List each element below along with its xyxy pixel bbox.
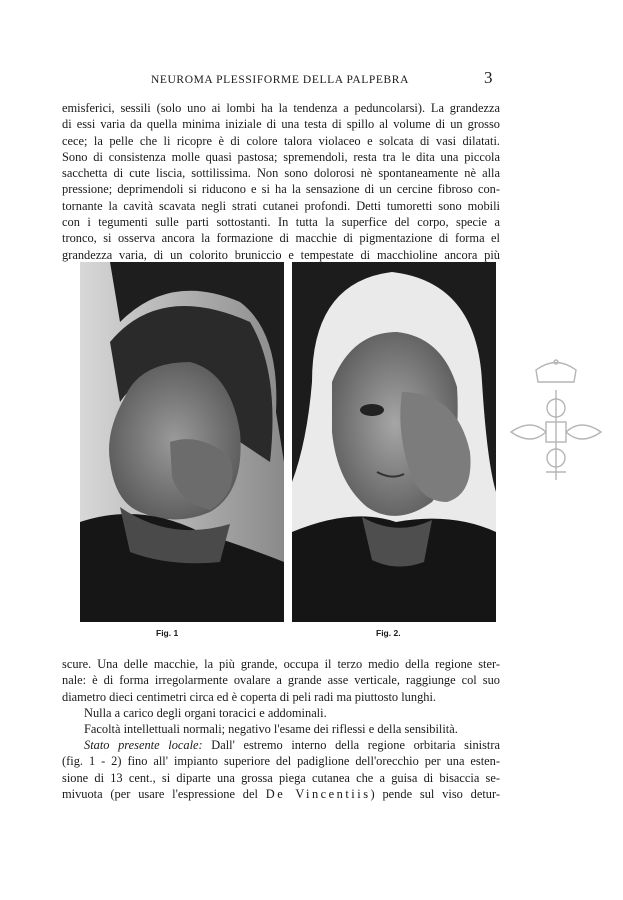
text-line	[62, 786, 500, 802]
text-fragment: mivuota (per usare l'espressione del	[62, 786, 266, 801]
page-number: 3	[484, 68, 493, 87]
text-line: sacchetta di cute liscia, sottilissima. Non sono dolorosi nè spontaneamente nè alla	[62, 166, 500, 181]
bottom-paragraph-1	[62, 656, 500, 705]
text-line: di essi varia da quella minima iniziale di una testa di spillo al volume di un grosso	[62, 117, 500, 132]
text-line: tronco, si osserva ancora la formazione di macchie di pigmentazione di forma el	[62, 231, 500, 246]
figure-2-caption: Fig. 2.	[376, 628, 401, 638]
text-line: cece; la pelle che li ricopre è di colore talora violaceo e solcata di vasi dilatati.	[62, 133, 500, 148]
text-fragment: Dall' estremo interno della regione orbitaria sinistra	[202, 738, 500, 752]
text-line	[62, 737, 500, 753]
text-line: emisferici, sessili (solo uno ai lombi ha la tendenza a peduncolarsi). La grandezza	[62, 101, 500, 115]
text-line: Nulla a carico degli organi toracici e addominali.	[84, 706, 327, 720]
text-line: (fig. 1 - 2) fino all' impianto superiore del padiglione dell'orecchio per una esten-	[62, 754, 500, 769]
bottom-paragraph-3	[62, 721, 500, 737]
text-line: pressione; deprimendoli si riducono e si ha la sensazione di un cercine fibroso con-	[62, 182, 500, 197]
top-paragraph	[62, 100, 500, 263]
running-head: NEUROMA PLESSIFORME DELLA PALPEBRA	[150, 74, 409, 86]
text-line: tornante la cavità scavata negli strati cutanei profondi. Detti tumoretti sono mobili	[62, 198, 500, 213]
text-line: sione di 13 cent., si diparte una grossa piega cutanea che a guisa di bisaccia se-	[62, 770, 500, 785]
text-line: diametro dieci centimetri circa ed è coperta di peli radi ma piuttosto lunghi.	[62, 689, 436, 704]
text-line: grandezza varia, di un colorito bruniccio e tempestate di macchioline ancora più	[62, 247, 500, 262]
figure-1-caption: Fig. 1	[156, 628, 179, 638]
text-line: Facoltà intellettuali normali; negativo l'esame dei riflessi e della sensibilità.	[84, 722, 458, 736]
bottom-paragraph-2	[62, 705, 500, 721]
author-name: De Vincentiis	[265, 786, 371, 801]
figure-2-photo	[292, 262, 496, 622]
text-fragment: ) pende sul viso detur-	[370, 786, 500, 801]
figure-1-photo	[80, 262, 284, 622]
section-label: Stato presente locale:	[84, 738, 203, 752]
bottom-paragraph-4	[62, 737, 500, 802]
text-line: nale: è di forma irregolarmente ovalare a grande asse verticale, raggiunge col suo	[62, 673, 500, 688]
text-line: Sono di consistenza molle quasi pastosa; spremendoli, resta tra le dita una piccola	[62, 149, 500, 164]
text-line: scure. Una delle macchie, la più grande, occupa il terzo medio della regione ster-	[62, 657, 500, 671]
library-stamp-icon	[506, 350, 606, 490]
text-line: con i tegumenti sulle parti sottostanti. In tutta la superfice del corpo, specie a	[62, 215, 500, 230]
